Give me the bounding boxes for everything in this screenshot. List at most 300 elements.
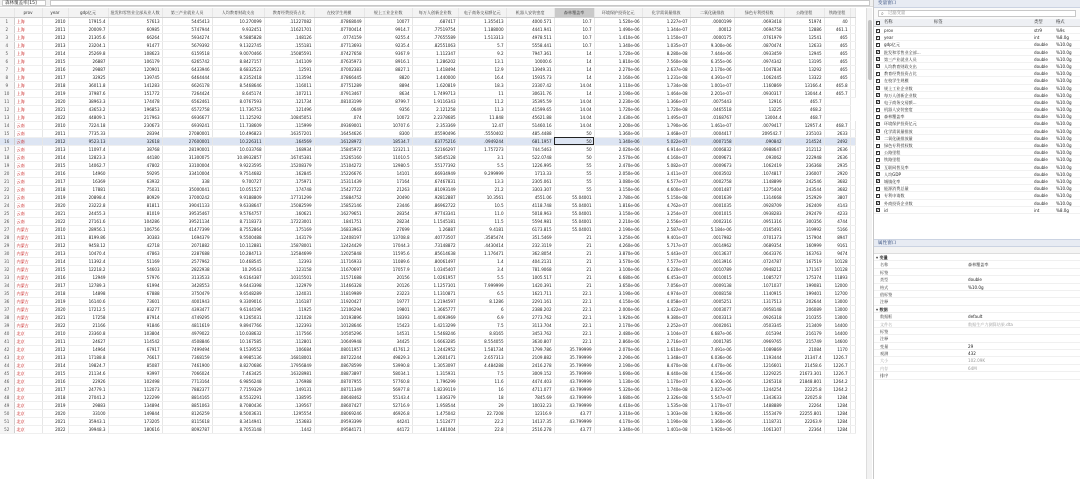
table-cell[interactable]: 4978.511 xyxy=(506,33,554,41)
table-cell[interactable]: 2.353369 xyxy=(412,121,458,129)
table-cell[interactable]: .0693418 xyxy=(734,17,784,25)
table-cell[interactable]: 12316.9 xyxy=(506,409,554,417)
table-cell[interactable]: 106756 xyxy=(108,225,162,233)
table-cell[interactable]: 3.340e-06 xyxy=(594,425,642,433)
table-cell[interactable]: 2.637e-08 xyxy=(642,65,690,73)
table-cell[interactable]: 214524 xyxy=(784,137,824,145)
table-cell[interactable]: .77655589 xyxy=(412,33,458,41)
table-cell[interactable]: 7.444e-06 xyxy=(690,49,734,57)
table-cell[interactable]: .08678599 xyxy=(314,361,364,369)
table-cell[interactable]: .58545128 xyxy=(412,153,458,161)
table-cell[interactable]: 4.470e-06 xyxy=(690,361,734,369)
table-cell[interactable]: 14.04 xyxy=(554,121,594,129)
table-cell[interactable]: 23222.8 xyxy=(68,201,108,209)
table-cell[interactable]: 上海 xyxy=(14,49,42,57)
table-cell[interactable]: .0009673 xyxy=(690,161,734,169)
table-cell[interactable]: 4001943 xyxy=(162,297,212,305)
table-cell[interactable]: 14.04 xyxy=(554,105,594,113)
table-cell[interactable]: 6.5 xyxy=(458,289,506,297)
table-cell[interactable]: 9255.4 xyxy=(364,33,412,41)
table-row[interactable] xyxy=(0,249,855,257)
table-cell[interactable]: .0701373 xyxy=(734,233,784,241)
table-cell[interactable]: 上海 xyxy=(14,73,42,81)
column-header[interactable]: 第三产业就业人员 xyxy=(162,8,212,17)
table-cell[interactable]: 11.738609 xyxy=(212,121,264,129)
table-cell[interactable]: 39948.3 xyxy=(68,425,108,433)
table-cell[interactable]: 1.035e-07 xyxy=(642,41,690,49)
table-cell[interactable]: 上海 xyxy=(14,25,42,33)
table-row[interactable] xyxy=(0,185,855,193)
table-cell[interactable]: 9.7514682 xyxy=(212,169,264,177)
table-cell[interactable]: 21084 xyxy=(784,345,824,353)
table-cell[interactable]: .63775216 xyxy=(412,137,458,145)
table-cell[interactable]: .1062445 xyxy=(734,73,784,81)
table-cell[interactable]: 80929 xyxy=(108,193,162,201)
variable-row[interactable] xyxy=(874,149,1080,156)
table-cell[interactable]: .1343633 xyxy=(734,393,784,401)
row-number[interactable]: 8 xyxy=(0,73,14,81)
table-cell[interactable]: 12823.3 xyxy=(68,153,108,161)
table-cell[interactable]: 16140.6 xyxy=(68,297,108,305)
table-cell[interactable]: 67917 xyxy=(108,345,162,353)
table-cell[interactable]: .0001487 xyxy=(690,185,734,193)
table-cell[interactable]: 465 xyxy=(824,33,850,41)
table-cell[interactable]: 3.310e-06 xyxy=(594,409,642,417)
table-cell[interactable]: .174748 xyxy=(264,185,314,193)
table-cell[interactable]: 9.6164387 xyxy=(212,273,264,281)
table-row[interactable] xyxy=(0,305,855,313)
table-cell[interactable]: .10649948 xyxy=(314,337,364,345)
column-header[interactable]: 人均教育财政支出 xyxy=(212,8,264,17)
table-cell[interactable]: 2012 xyxy=(42,241,68,249)
table-cell[interactable]: 28956.1 xyxy=(68,225,108,233)
table-row[interactable] xyxy=(0,153,855,161)
table-cell[interactable]: 2016 xyxy=(42,169,68,177)
table-cell[interactable]: 2013 xyxy=(42,41,68,49)
table-cell[interactable]: 2822938 xyxy=(162,265,212,273)
table-cell[interactable]: 22.1 xyxy=(554,305,594,313)
column-header[interactable]: gdp亿元 xyxy=(68,8,108,17)
table-cell[interactable]: .11571688 xyxy=(314,273,364,281)
table-cell[interactable]: .1148899 xyxy=(734,177,784,185)
table-cell[interactable]: 3.570e-06 xyxy=(594,257,642,265)
table-cell[interactable]: 6936677 xyxy=(162,113,212,121)
table-cell[interactable]: 468.7 xyxy=(824,121,850,129)
table-cell[interactable]: 1.513313 xyxy=(458,33,506,41)
table-cell[interactable]: 8.7080436 xyxy=(212,401,264,409)
table-cell[interactable]: 云南 xyxy=(14,169,42,177)
row-number[interactable]: 43 xyxy=(0,353,14,361)
table-cell[interactable]: 3.422e-07 xyxy=(642,305,690,313)
table-cell[interactable]: 7.5 xyxy=(458,369,506,377)
row-number[interactable]: 37 xyxy=(0,305,14,313)
property-value[interactable]: 29 xyxy=(968,343,974,349)
table-cell[interactable]: 75031 xyxy=(108,185,162,193)
table-cell[interactable]: .1085727 xyxy=(734,273,784,281)
table-cell[interactable]: 6.220e-07 xyxy=(642,265,690,273)
table-cell[interactable]: 1.475042 xyxy=(412,409,458,417)
table-cell[interactable]: 5.443e-07 xyxy=(642,249,690,257)
table-cell[interactable]: 31300075 xyxy=(162,153,212,161)
table-cell[interactable]: 5747944 xyxy=(162,25,212,33)
variables-list[interactable] xyxy=(874,27,1080,239)
table-cell[interactable]: 6.036e-06 xyxy=(690,353,734,361)
table-cell[interactable]: 33410004 xyxy=(162,169,212,177)
table-cell[interactable]: 3.650e-06 xyxy=(594,281,642,289)
table-cell[interactable]: 22.1 xyxy=(554,297,594,305)
table-cell[interactable]: 7.463425 xyxy=(212,369,264,377)
table-cell[interactable]: 1.461e-07 xyxy=(690,121,734,129)
table-cell[interactable]: 1.720e-06 xyxy=(594,49,642,57)
table-cell[interactable]: .0974342 xyxy=(734,57,784,65)
table-cell[interactable]: .160621 xyxy=(264,209,314,217)
table-cell[interactable]: 12945 xyxy=(784,49,824,57)
table-cell[interactable]: 2011 xyxy=(42,337,68,345)
row-number[interactable]: 6 xyxy=(0,57,14,65)
table-cell[interactable]: 2014 xyxy=(42,257,68,265)
table-cell[interactable]: 1.176471 xyxy=(458,249,506,257)
table-cell[interactable]: .09369001 xyxy=(314,121,364,129)
table-cell[interactable]: 23446 xyxy=(364,201,412,209)
scroll-thumb[interactable] xyxy=(868,20,872,80)
table-cell[interactable]: 1005.517 xyxy=(506,273,554,281)
table-cell[interactable]: 2014 xyxy=(42,49,68,57)
table-cell[interactable]: 8.9985136 xyxy=(212,353,264,361)
table-cell[interactable]: 17212.5 xyxy=(68,305,108,313)
table-cell[interactable]: 2017 xyxy=(42,73,68,81)
table-cell[interactable]: 55.04001 xyxy=(554,217,594,225)
table-cell[interactable]: 21263 xyxy=(364,185,412,193)
table-cell[interactable]: 3009.152 xyxy=(506,369,554,377)
table-cell[interactable]: .164569 xyxy=(264,137,314,145)
table-cell[interactable]: 32618 xyxy=(108,137,162,145)
table-cell[interactable]: 1.340e-06 xyxy=(594,41,642,49)
table-cell[interactable]: 北京 xyxy=(14,401,42,409)
table-row[interactable] xyxy=(0,289,855,297)
table-cell[interactable]: 21 xyxy=(554,265,594,273)
table-cell[interactable]: 11.6 xyxy=(458,377,506,385)
table-cell[interactable]: 33100004 xyxy=(162,161,212,169)
row-number[interactable]: 49 xyxy=(0,401,14,409)
table-cell[interactable]: 21458.6 xyxy=(784,361,824,369)
variable-checkbox[interactable] xyxy=(876,72,880,76)
table-cell[interactable]: 23307.42 xyxy=(506,81,554,89)
variable-row[interactable] xyxy=(874,171,1080,178)
variable-row[interactable] xyxy=(874,41,1080,48)
table-cell[interactable]: .1314668 xyxy=(734,193,784,201)
table-cell[interactable]: 10.226311 xyxy=(212,137,264,145)
table-cell[interactable]: 43.799999 xyxy=(554,393,594,401)
table-cell[interactable]: 10128 xyxy=(824,265,850,273)
table-cell[interactable]: 17057.9 xyxy=(364,265,412,273)
table-cell[interactable]: 60985 xyxy=(108,25,162,33)
row-number[interactable]: 34 xyxy=(0,281,14,289)
table-cell[interactable]: 4.600e-07 xyxy=(642,185,690,193)
table-cell[interactable]: 2.2378685 xyxy=(412,113,458,121)
table-cell[interactable]: 10.051527 xyxy=(212,185,264,193)
column-header[interactable]: 批发和零售业全部从业人数 xyxy=(108,8,162,17)
table-cell[interactable]: 43.77 xyxy=(554,425,594,433)
table-row[interactable] xyxy=(0,329,855,337)
table-cell[interactable]: 3630.807 xyxy=(506,337,554,345)
variable-row[interactable] xyxy=(874,135,1080,142)
table-cell[interactable]: 10.033768 xyxy=(212,145,264,153)
table-cell[interactable]: .12025848 xyxy=(314,249,364,257)
table-cell[interactable]: .155181 xyxy=(264,41,314,49)
table-cell[interactable]: 10.167585 xyxy=(212,337,264,345)
table-cell[interactable]: 206089 xyxy=(784,305,824,313)
table-cell[interactable]: 9.6548289 xyxy=(212,289,264,297)
table-cell[interactable]: .1265318 xyxy=(734,377,784,385)
table-cell[interactable]: 14600 xyxy=(824,337,850,345)
table-cell[interactable]: 1.112347 xyxy=(412,49,458,57)
table-cell[interactable]: 21305.6 xyxy=(68,33,108,41)
table-cell[interactable]: 66264 xyxy=(108,33,162,41)
variable-row[interactable] xyxy=(874,56,1080,63)
property-value[interactable] xyxy=(966,269,1078,275)
table-cell[interactable]: 103804 xyxy=(108,329,162,337)
row-number[interactable]: 14 xyxy=(0,121,14,129)
table-cell[interactable]: 8.7552864 xyxy=(212,225,264,233)
table-cell[interactable]: 3.100e-06 xyxy=(594,265,642,273)
table-cell[interactable]: 41761.2 xyxy=(364,345,412,353)
table-cell[interactable]: .148126 xyxy=(264,33,314,41)
table-cell[interactable]: 465.8 xyxy=(824,81,850,89)
table-cell[interactable]: 2021 xyxy=(42,313,68,321)
table-row[interactable] xyxy=(0,233,855,241)
table-cell[interactable]: 22264 xyxy=(784,401,824,409)
table-cell[interactable]: 1284 xyxy=(824,401,850,409)
table-cell[interactable]: 1.8239119 xyxy=(412,385,458,393)
table-cell[interactable]: 73601 xyxy=(108,297,162,305)
property-value[interactable] xyxy=(966,306,1078,312)
table-cell[interactable]: 8.8165 xyxy=(458,329,506,337)
table-cell[interactable]: 44241 xyxy=(364,417,412,425)
table-cell[interactable]: .15878001 xyxy=(264,241,314,249)
table-cell[interactable]: 5.547e-07 xyxy=(690,393,734,401)
table-cell[interactable]: 21 xyxy=(554,273,594,281)
table-cell[interactable]: 171167 xyxy=(784,265,824,273)
table-cell[interactable]: 1.7499713 xyxy=(412,89,458,97)
table-cell[interactable]: .11920427 xyxy=(314,297,364,305)
table-cell[interactable]: 10.3561 xyxy=(458,193,506,201)
table-cell[interactable]: .1193444 xyxy=(734,353,784,361)
table-cell[interactable]: 8.0767593 xyxy=(212,97,264,105)
table-cell[interactable]: 1.495e-07 xyxy=(642,113,690,121)
table-cell[interactable]: 13949.31 xyxy=(506,65,554,73)
table-cell[interactable]: 292479 xyxy=(784,209,824,217)
table-cell[interactable]: .3585474 xyxy=(458,233,506,241)
table-cell[interactable]: 209542.7 xyxy=(734,129,784,137)
table-cell[interactable]: .1841751 xyxy=(314,217,364,225)
table-cell[interactable]: 2014 xyxy=(42,361,68,369)
table-cell[interactable]: 5.5 xyxy=(458,161,506,169)
table-cell[interactable]: 10.7 xyxy=(554,41,594,49)
table-cell[interactable]: .0969765 xyxy=(734,337,784,345)
table-row[interactable] xyxy=(0,385,855,393)
table-cell[interactable]: .15265160 xyxy=(314,153,364,161)
table-cell[interactable]: 2.020e-06 xyxy=(594,145,642,153)
table-cell[interactable]: .82551063 xyxy=(412,41,458,49)
table-cell[interactable]: .08103199 xyxy=(314,97,364,105)
table-cell[interactable]: 1226.995 xyxy=(506,161,554,169)
table-cell[interactable]: 1284 xyxy=(824,417,850,425)
property-value[interactable]: 64M xyxy=(968,365,977,371)
variable-filter-input[interactable] xyxy=(878,10,1076,17)
table-cell[interactable]: 2019 xyxy=(42,401,68,409)
table-cell[interactable]: 39041133 xyxy=(162,201,212,209)
table-cell[interactable]: 2017 xyxy=(42,177,68,185)
table-cell[interactable]: 1.2601471 xyxy=(412,353,458,361)
table-cell[interactable]: 3.110e-06 xyxy=(594,81,642,89)
table-cell[interactable]: 12.9 xyxy=(458,65,506,73)
table-cell[interactable]: .07427658 xyxy=(314,49,364,57)
table-cell[interactable]: 134894 xyxy=(108,401,162,409)
table-cell[interactable]: 10.29543 xyxy=(212,265,264,273)
column-header[interactable]: 环境保护投资亿元 xyxy=(594,8,642,17)
table-cell[interactable]: 55.04001 xyxy=(554,201,594,209)
table-cell[interactable]: 2287688 xyxy=(162,249,212,257)
table-cell[interactable]: 11 xyxy=(458,89,506,97)
table-cell[interactable]: 3428553 xyxy=(162,281,212,289)
table-row[interactable] xyxy=(0,345,855,353)
table-cell[interactable]: 10.284713 xyxy=(212,249,264,257)
table-cell[interactable]: 1713.33 xyxy=(506,169,554,177)
table-cell[interactable]: 2516.278 xyxy=(506,425,554,433)
table-cell[interactable]: .0165491 xyxy=(734,225,784,233)
table-cell[interactable]: 云南 xyxy=(14,161,42,169)
table-cell[interactable]: .11227082 xyxy=(264,17,314,25)
table-cell[interactable]: 云南 xyxy=(14,185,42,193)
table-cell[interactable]: 9.2 xyxy=(458,49,506,57)
table-cell[interactable]: 8827.1 xyxy=(364,65,412,73)
table-cell[interactable]: 10.7 xyxy=(554,33,594,41)
table-cell[interactable]: 1226.7 xyxy=(824,369,850,377)
table-cell[interactable]: 17044.3 xyxy=(364,241,412,249)
variable-row[interactable] xyxy=(874,178,1080,185)
table-cell[interactable]: 180616 xyxy=(108,425,162,433)
table-cell[interactable]: 1226.7 xyxy=(824,361,850,369)
table-cell[interactable]: 24455.3 xyxy=(68,209,108,217)
table-row[interactable] xyxy=(0,353,855,361)
table-cell[interactable]: 55.04001 xyxy=(554,225,594,233)
table-cell[interactable]: 2577962 xyxy=(162,257,212,265)
table-cell[interactable]: 2015 xyxy=(42,369,68,377)
table-cell[interactable]: 351.5469 xyxy=(506,233,554,241)
table-cell[interactable]: .162845 xyxy=(264,169,314,177)
table-cell[interactable]: 2022 xyxy=(42,321,68,329)
table-cell[interactable]: .115999 xyxy=(264,121,314,129)
table-cell[interactable]: 13000 xyxy=(824,305,850,313)
column-header[interactable]: 森林覆盖率 xyxy=(554,8,594,17)
table-cell[interactable]: 6.680e-06 xyxy=(594,273,642,281)
table-cell[interactable]: 5558.441 xyxy=(506,41,554,49)
table-cell[interactable]: 13195 xyxy=(784,57,824,65)
table-cell[interactable]: 3.4 xyxy=(458,265,506,273)
table-cell[interactable]: 485.4488 xyxy=(506,129,554,137)
table-cell[interactable]: 11.125292 xyxy=(212,113,264,121)
table-cell[interactable]: 9.401e-07 xyxy=(642,233,690,241)
table-cell[interactable]: .0005251 xyxy=(690,297,734,305)
table-cell[interactable]: 22.1 xyxy=(554,313,594,321)
table-row[interactable] xyxy=(0,129,855,137)
table-cell[interactable]: 2016 xyxy=(42,65,68,73)
table-cell[interactable]: 2.027e-06 xyxy=(690,385,734,393)
table-cell[interactable]: .0079417 xyxy=(734,121,784,129)
column-header[interactable]: prov xyxy=(14,8,42,17)
table-cell[interactable]: 12700 xyxy=(824,289,850,297)
table-cell[interactable]: 22.2 xyxy=(458,417,506,425)
table-cell[interactable]: 47802 xyxy=(108,161,162,169)
table-cell[interactable]: 28190001 xyxy=(162,145,212,153)
table-cell[interactable]: .0465518 xyxy=(690,105,734,113)
table-cell[interactable]: 11392.4 xyxy=(68,257,108,265)
table-cell[interactable]: 2.470e-06 xyxy=(594,161,642,169)
table-cell[interactable]: 云南 xyxy=(14,209,42,217)
table-cell[interactable]: .16357201 xyxy=(264,129,314,137)
table-cell[interactable]: 55 xyxy=(554,185,594,193)
table-cell[interactable]: .0008158 xyxy=(690,289,734,297)
table-cell[interactable]: 43653.2 xyxy=(68,105,108,113)
table-cell[interactable]: 1.355413 xyxy=(458,17,506,25)
table-cell[interactable]: 4118.748 xyxy=(506,201,554,209)
table-cell[interactable]: 50 xyxy=(554,145,594,153)
table-cell[interactable]: .124031 xyxy=(264,289,314,297)
table-cell[interactable]: 1264.2 xyxy=(824,377,850,385)
table-row[interactable] xyxy=(0,273,855,281)
table-cell[interactable]: 5.717e-07 xyxy=(642,241,690,249)
table-cell[interactable]: .00012 xyxy=(690,25,734,33)
table-cell[interactable]: 1284 xyxy=(824,409,850,417)
property-value[interactable]: 数据生产力测算结果.dta xyxy=(968,321,1013,327)
table-cell[interactable]: 2013 xyxy=(42,145,68,153)
table-cell[interactable]: 14898 xyxy=(68,289,108,297)
table-cell[interactable]: .0002061 xyxy=(690,321,734,329)
table-cell[interactable]: 10000.6 xyxy=(506,57,554,65)
table-cell[interactable]: 2010 xyxy=(42,17,68,25)
table-cell[interactable]: .093062 xyxy=(734,153,784,161)
table-cell[interactable]: 4508846 xyxy=(162,337,212,345)
table-cell[interactable]: 67888 xyxy=(108,289,162,297)
table-cell[interactable]: 104286 xyxy=(108,217,162,225)
table-cell[interactable]: .1295554 xyxy=(264,409,314,417)
table-cell[interactable]: 7713164 xyxy=(162,377,212,385)
table-cell[interactable]: 43.799999 xyxy=(554,385,594,393)
table-cell[interactable]: .1089869 xyxy=(734,345,784,353)
table-cell[interactable]: 300356 xyxy=(784,217,824,225)
table-cell[interactable]: .122393 xyxy=(264,321,314,329)
table-cell[interactable]: 6562461 xyxy=(162,97,212,105)
table-cell[interactable]: 4.762e-07 xyxy=(642,201,690,209)
table-cell[interactable]: 2.190e-06 xyxy=(594,89,642,97)
table-cell[interactable]: 18534.7 xyxy=(364,137,412,145)
row-number[interactable]: 44 xyxy=(0,361,14,369)
table-row[interactable] xyxy=(0,241,855,249)
table-cell[interactable]: 4474.403 xyxy=(506,377,554,385)
table-cell[interactable]: 内蒙古 xyxy=(14,241,42,249)
table-cell[interactable]: 11.848 xyxy=(458,113,506,121)
table-cell[interactable]: 461.1 xyxy=(824,25,850,33)
cell-name-box[interactable]: 森林覆盖率[15] xyxy=(2,0,46,6)
table-cell[interactable]: 243544 xyxy=(784,185,824,193)
variable-row[interactable] xyxy=(874,49,1080,56)
table-cell[interactable]: .0930317 xyxy=(734,89,784,97)
table-cell[interactable]: 14.04 xyxy=(554,81,594,89)
table-cell[interactable]: 44809.1 xyxy=(68,113,108,121)
table-cell[interactable]: 12916 xyxy=(734,97,784,105)
table-cell[interactable]: 1.6663285 xyxy=(412,337,458,345)
table-row[interactable] xyxy=(0,225,855,233)
